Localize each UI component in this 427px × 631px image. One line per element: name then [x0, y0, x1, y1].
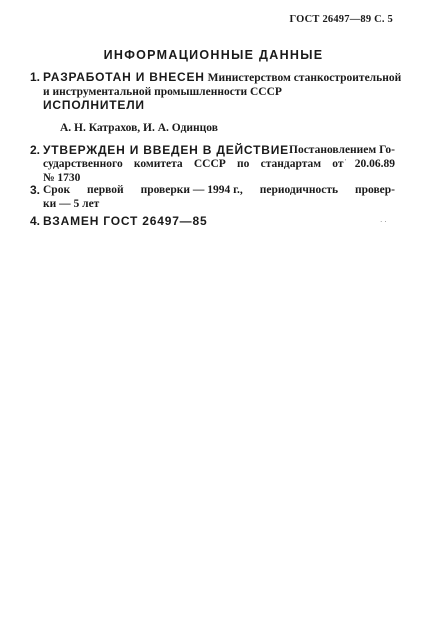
item-line-words — [43, 183, 395, 197]
word: стандартам — [260, 158, 322, 170]
word: СССР — [193, 158, 226, 170]
word: провер- — [354, 184, 395, 196]
item-heading: ВЗАМЕН ГОСТ 26497—85 — [43, 214, 208, 228]
word: сударственного — [43, 158, 123, 170]
item-line-words — [43, 157, 395, 171]
word: от — [332, 158, 344, 170]
authors-list: А. Н. Катрахов, И. А. Одинцов — [60, 122, 218, 134]
item-number: 4. — [30, 214, 41, 228]
info-item-4 — [30, 214, 395, 228]
word: Срок — [43, 184, 71, 196]
item-heading: УТВЕРЖДЕН И ВВЕДЕН В ДЕЙСТВИЕ — [43, 143, 289, 157]
word: комитета — [133, 158, 183, 170]
item-text: Постановлением Го- — [289, 144, 395, 156]
info-item-2 — [30, 143, 395, 185]
item-number: 1. — [30, 70, 41, 84]
scan-mark: ' — [345, 158, 347, 166]
item-text: Министерством станкостроительной — [207, 72, 402, 84]
item-line — [43, 143, 395, 157]
item-number: 2. — [30, 143, 41, 157]
word: первой — [87, 184, 124, 196]
info-item-3 — [30, 183, 395, 211]
word: 20.06.89 — [354, 158, 395, 170]
item-heading: РАЗРАБОТАН И ВНЕСЕН — [43, 70, 205, 84]
item-line — [43, 70, 402, 85]
scan-mark: ·· — [380, 218, 389, 226]
item-text-continued: и инструментальной промышленности СССР — [43, 86, 282, 98]
word: периодичность — [259, 184, 339, 196]
word: проверки — 1994 г., — [140, 184, 243, 196]
item-text-continued: № 1730 — [43, 172, 81, 184]
performers-heading: ИСПОЛНИТЕЛИ — [43, 98, 145, 112]
item-number: 3. — [30, 183, 41, 197]
info-item-1 — [30, 70, 402, 99]
item-text-continued: ки — 5 лет — [43, 198, 100, 210]
page-header: ГОСТ 26497—89 С. 5 — [289, 14, 393, 25]
word: по — [237, 158, 250, 170]
section-title: ИНФОРМАЦИОННЫЕ ДАННЫЕ — [103, 48, 324, 62]
